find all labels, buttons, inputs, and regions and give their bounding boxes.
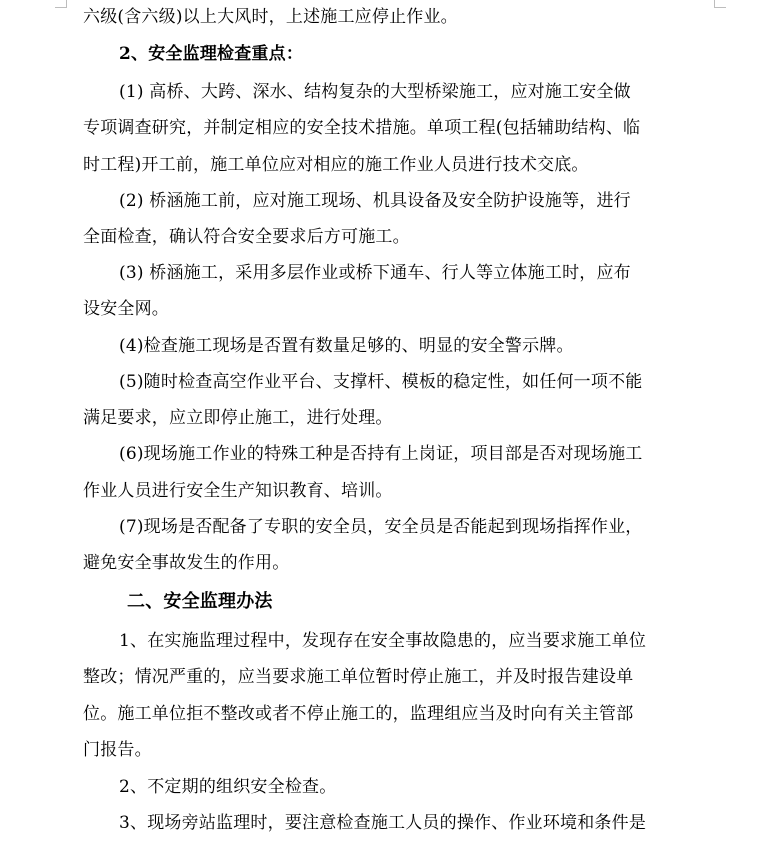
body-line: (5)随时检查高空作业平台、支撑杆、模板的稳定性，如任何一项不能 bbox=[119, 372, 643, 392]
section-heading: 二、安全监理办法 bbox=[127, 591, 273, 612]
body-line: 六级(含六级)以上大风时，上述施工应停止作业。 bbox=[83, 7, 458, 27]
body-line: (6)现场施工作业的特殊工种是否持有上岗证，项目部是否对现场施工 bbox=[119, 444, 643, 464]
body-line: 门报告。 bbox=[83, 740, 152, 760]
page-corner-mark-left-h bbox=[55, 7, 67, 8]
body-line: 位。施工单位拒不整改或者不停止施工的，监理组应当及时向有关主管部 bbox=[83, 704, 634, 724]
body-line: 2、不定期的组织安全检查。 bbox=[119, 777, 337, 797]
body-line: 1、在实施监理过程中，发现存在安全事故隐患的，应当要求施工单位 bbox=[119, 631, 647, 651]
section-subheading: 2、安全监理检查重点： bbox=[119, 44, 304, 64]
body-line: 避免安全事故发生的作用。 bbox=[83, 553, 290, 573]
body-line: (4)检查施工现场是否置有数量足够的、明显的安全警示牌。 bbox=[119, 336, 574, 356]
body-line: (7)现场是否配备了专职的安全员，安全员是否能起到现场指挥作业， bbox=[119, 517, 643, 537]
body-line: (3) 桥涵施工，采用多层作业或桥下通车、行人等立体施工时，应布 bbox=[119, 263, 631, 283]
body-line: 整改；情况严重的，应当要求施工单位暂时停止施工，并及时报告建设单 bbox=[83, 667, 634, 687]
body-line: 时工程)开工前，施工单位应对相应的施工作业人员进行技术交底。 bbox=[83, 155, 589, 175]
body-line: 3、现场旁站监理时，要注意检查施工人员的操作、作业环境和条件是 bbox=[119, 813, 647, 833]
body-line: (1) 高桥、大跨、深水、结构复杂的大型桥梁施工，应对施工安全做 bbox=[119, 82, 631, 102]
body-line: 满足要求，应立即停止施工，进行处理。 bbox=[83, 408, 393, 428]
body-line: 专项调查研究，并制定相应的安全技术措施。单项工程(包括辅助结构、临 bbox=[83, 118, 641, 138]
body-line: 作业人员进行安全生产知识教育、培训。 bbox=[83, 481, 393, 501]
body-line: 全面检查，确认符合安全要求后方可施工。 bbox=[83, 227, 410, 247]
page-corner-mark-right-h bbox=[714, 7, 726, 8]
body-line: 设安全网。 bbox=[83, 299, 169, 319]
body-line: (2) 桥涵施工前，应对施工现场、机具设备及安全防护设施等，进行 bbox=[119, 191, 631, 211]
